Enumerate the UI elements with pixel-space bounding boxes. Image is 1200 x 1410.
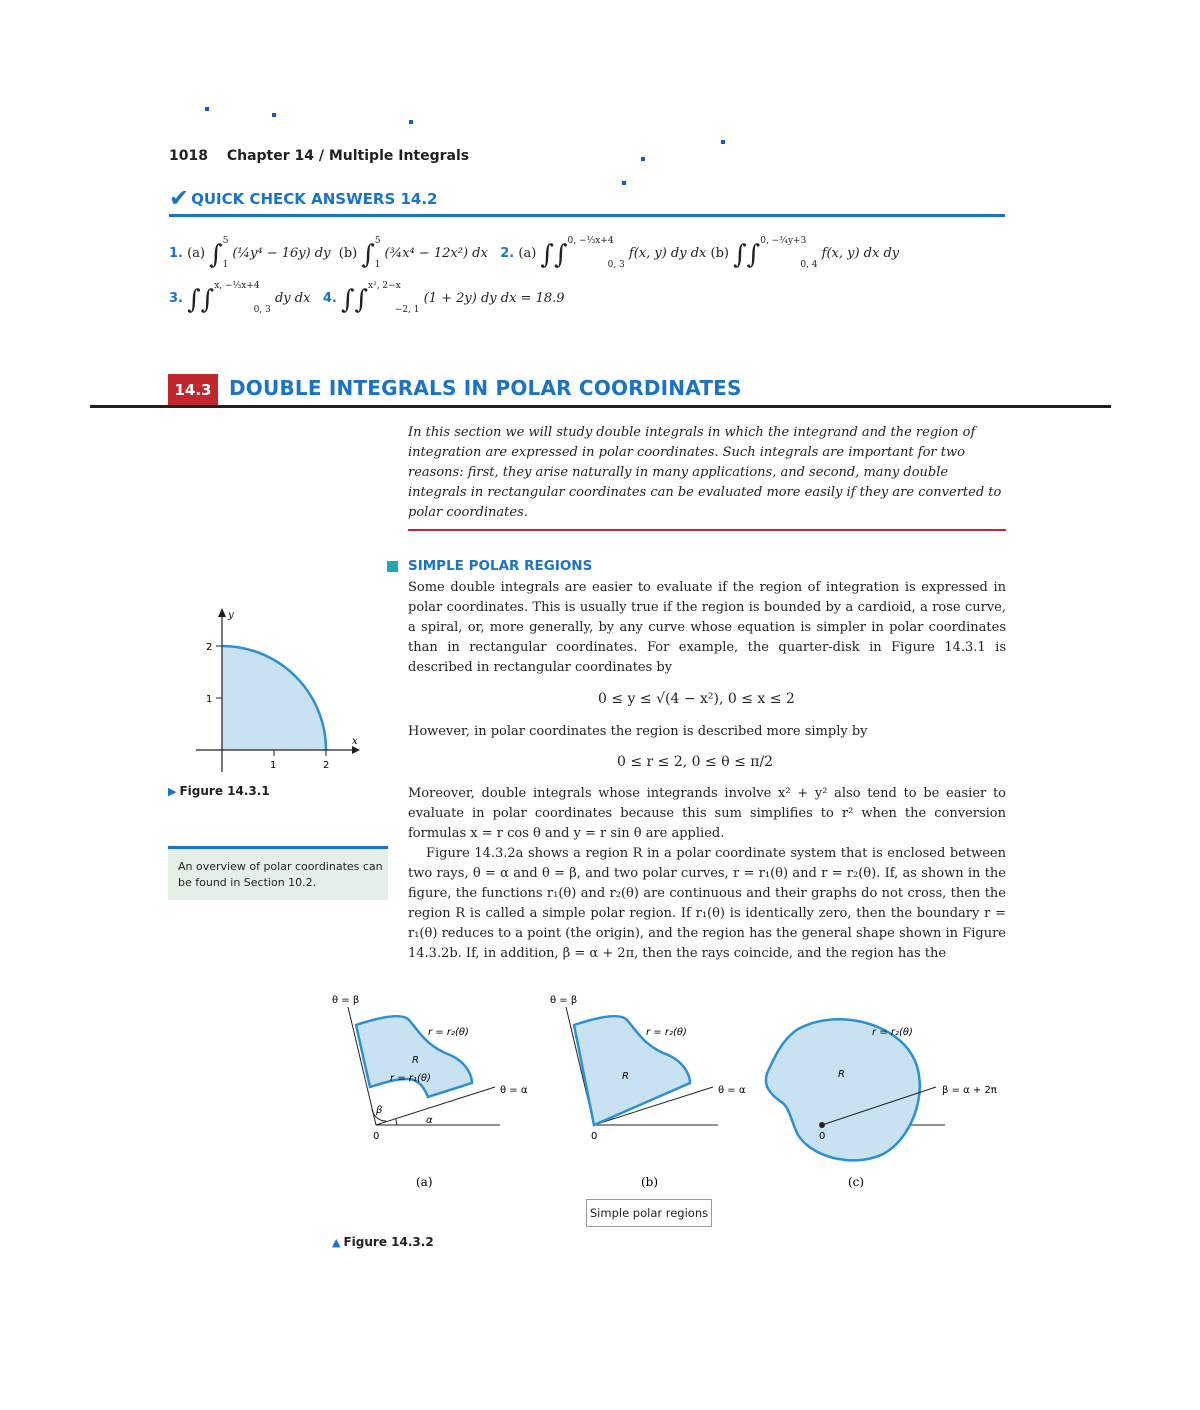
y-axis-label: y [228,610,234,621]
origin-label-a: 0 [373,1131,380,1142]
subfigure-label-b: (b) [641,1175,659,1189]
section-title: DOUBLE INTEGRALS IN POLAR COORDINATES [229,376,742,400]
paragraph-4: Figure 14.3.2a shows a region R in a polar coordinate system that is enclosed between two rays, θ = α and θ = β, and two polar curves, r = r₁(θ) and r = r₂(θ). If, as shown in the figure, the functions r₁(θ) and r₂(θ) are continuous and their graphs do not cross, then the region R is called a simple polar region. If r₁(θ) is identically zero, then the boundary r = r₁(θ) reduces to a point (the origin), and the region has the general shape shown in Figure 14.3.2b. If, in addition, β = α + 2π, then the rays coincide, and the region has the [408,846,1006,961]
caption-arrow-icon: ▶ [168,785,177,798]
scan-dot [409,120,413,124]
section-number: 14.3 [168,374,218,406]
subfigure-label-c: (c) [848,1175,865,1189]
subsection-title: SIMPLE POLAR REGIONS [408,558,593,574]
theta-beta-label-a: θ = β [332,995,360,1006]
panel-c [766,1019,997,1160]
origin-label-b: 0 [591,1131,598,1142]
region-label-c: R [838,1069,845,1080]
quick-check-title: ✔ QUICK CHECK ANSWERS 14.2 [169,184,438,212]
y-tick-label: 1 [206,694,213,705]
equation-polar: 0 ≤ r ≤ 2, 0 ≤ θ ≤ π/2 [617,754,774,770]
x-tick-label: 1 [270,760,277,771]
x-tick-label: 2 [323,760,330,771]
paragraph-2: However, in polar coordinates the region is described more simply by [408,724,868,739]
equation-rectangular: 0 ≤ y ≤ √(4 − x²), 0 ≤ x ≤ 2 [598,691,795,707]
answers-line-2: 3. ∫∫x, −⅓x+40, 3 dy dx 4. ∫∫x², 2−x−2, 1 (1 + 2y) dy dx = 18.9 [169,281,565,315]
theta-alpha-label-a: θ = α [500,1085,528,1096]
r2-label-a: r = r₂(θ) [428,1027,469,1038]
region-c [766,1019,920,1160]
checkmark-icon: ✔ [169,184,190,212]
figure-simple-polar-regions [300,985,1000,1200]
paragraph-1: Some double integrals are easier to evaluate if the region of integration is expressed in polar coordinates. This is usually true if the region is bounded by a cardioid, a rose curve, a spiral, or, more generally, by any curve whose equation is simpler in polar coordinates than in rectangular coordinates. For example, the quarter-disk in Figure 14.3.1 is described in rectangular coordinates by [408,580,1006,675]
quarter-disk-region [222,646,326,750]
scan-dot [205,107,209,111]
quick-check-rule [169,214,1005,217]
r1-label-a: r = r₁(θ) [390,1073,431,1084]
beta-arc-label: β [376,1105,383,1116]
simple-polar-regions-label: Simple polar regions [586,1199,712,1227]
figure-quarter-disk [190,600,370,780]
section-intro: In this section we will study double integrals in which the integrand and the region of integration are expressed in polar coordinates. Such integrals are important for two reasons: first, they arise naturally in many applications, and second, many double integrals in rectangular coordinates can be evaluated more easily if they are converted to polar coordinates. [408,425,1002,520]
figure-2-caption: ▲ Figure 14.3.2 [332,1235,434,1249]
page-header [169,148,469,164]
figure-1-caption: ▶ Figure 14.3.1 [168,784,270,798]
theta-beta-label-b: θ = β [550,995,578,1006]
origin-label-c: 0 [819,1131,826,1142]
scan-dot [641,157,645,161]
y-axis-arrow-icon [218,608,226,617]
y-tick-label: 2 [206,642,213,653]
r2-label-b: r = r₂(θ) [646,1027,687,1038]
ray-label-c: β = α + 2π [942,1085,997,1096]
panel-b [550,995,746,1142]
x-axis-arrow-icon [352,746,360,754]
panel-a [332,995,528,1142]
subfigure-label-a: (a) [416,1175,433,1189]
alpha-arc-label: α [426,1115,433,1126]
answers-line-1: 1. (a) ∫51 (¼y⁴ − 16y) dy (b) ∫51 (¾x⁴ − 12x²) dx 2. (a) ∫∫0, −⅓x+40, 3 f(x, y) dy dx (b) ∫∫0, −¾y+30, 4 f(x, y) dx dy [169,236,900,270]
paragraph-3: Moreover, double integrals whose integrands involve x² + y² also tend to be easier to evaluate in polar coordinates because this sum simplifies to r² when the conversion formulas x = r cos θ and y = r sin θ are applied. [408,786,1006,841]
region-label-b: R [622,1071,629,1082]
scan-dot [721,140,725,144]
theta-alpha-label-b: θ = α [718,1085,746,1096]
caption-arrow-icon: ▲ [332,1236,341,1249]
scan-dot [622,181,626,185]
region-label-a: R [412,1055,419,1066]
page-number: 1018 [169,148,208,164]
intro-rule [408,529,1006,531]
r2-label-c: r = r₂(θ) [872,1027,913,1038]
scan-dot [272,113,276,117]
section-rule [90,405,1111,408]
x-axis-label: x [352,736,358,747]
chapter-title: Chapter 14 / Multiple Integrals [226,148,470,164]
subsection-marker-icon [387,561,398,572]
side-note-text: An overview of polar coordinates can be found in Section 10.2. [178,860,383,889]
